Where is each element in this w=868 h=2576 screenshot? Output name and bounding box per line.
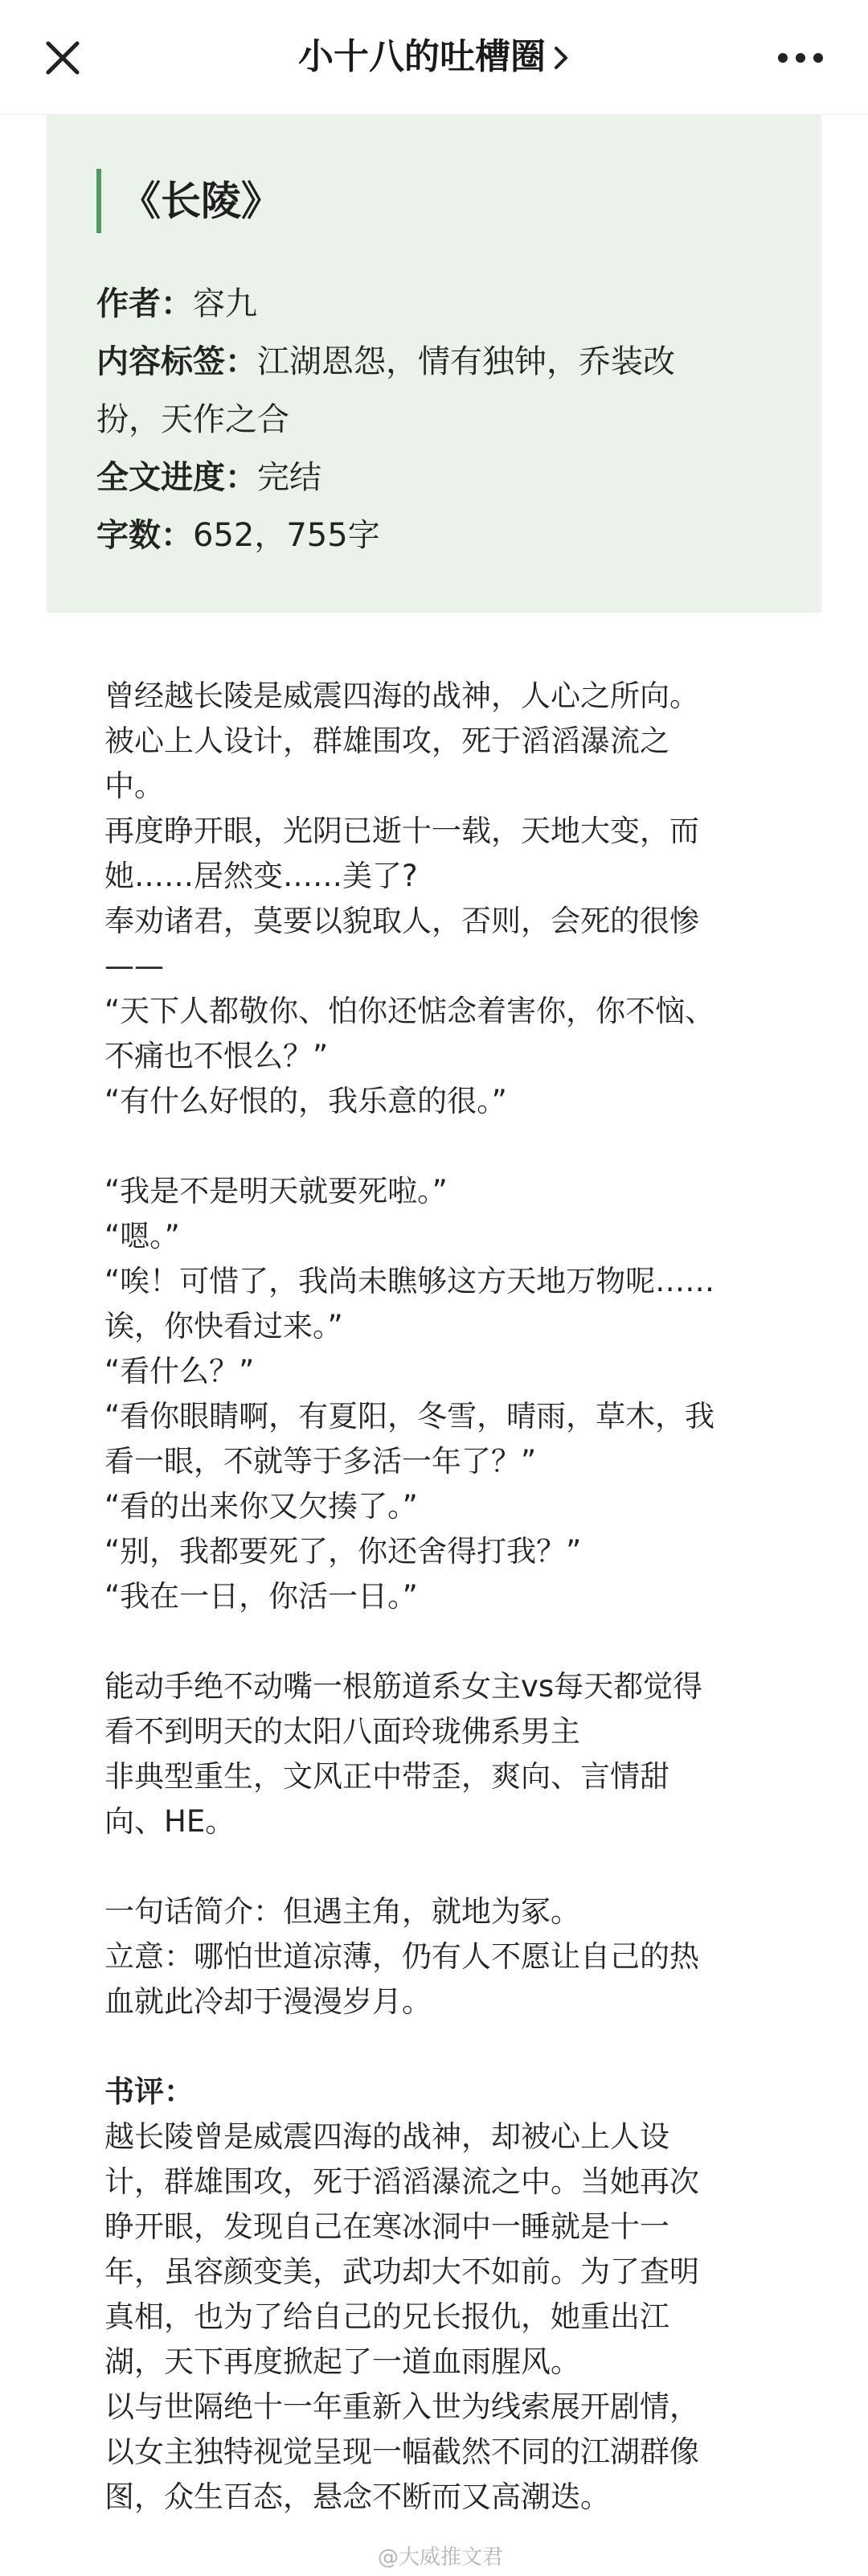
- page-title: 小十八的吐槽圈: [298, 36, 546, 77]
- article-line: 计，群雄围攻，死于滔滔瀑流之中。当她再次: [104, 2164, 699, 2199]
- article-line: 不痛也不恨么？”: [104, 1039, 329, 1073]
- article-line: 能动手绝不动嘴一根筋道系女主vs每天都觉得: [104, 1669, 703, 1704]
- article-line: “有什么好恨的，我乐意的很。”: [104, 1084, 507, 1118]
- article-line: 看不到明天的太阳八面玲珑佛系男主: [104, 1714, 580, 1749]
- tags-label: 内容标签：: [96, 343, 257, 380]
- article-line: 书评：: [104, 2074, 194, 2109]
- article-line: 曾经越长陵是威震四海的战神，人心之所向。: [104, 679, 699, 713]
- progress-row: [96, 449, 788, 507]
- word-count-label: 字数：: [96, 517, 193, 554]
- author-row: [96, 275, 788, 333]
- article-line: 她……居然变……美了?: [104, 859, 418, 893]
- article-line: 再度睁开眼，光阴已逝十一载，天地大变，而: [104, 814, 699, 848]
- article-line: 图，众生百态，悬念不断而又高潮迭。: [104, 2480, 610, 2514]
- article-line: ——: [104, 949, 164, 983]
- article-line: “嗯。”: [104, 1219, 180, 1253]
- article-line: 诶，你快看过来。”: [104, 1309, 343, 1343]
- more-options-button[interactable]: [772, 39, 829, 77]
- book-title: 《长陵》: [96, 169, 281, 233]
- paragraph-gap: [104, 2024, 772, 2069]
- tags-row: [96, 333, 788, 391]
- article-line: 以女主独特视觉呈现一幅截然不同的江湖群像: [104, 2434, 699, 2469]
- article-line: 血就此冷却于漫漫岁月。: [104, 1984, 432, 2019]
- article-line: “唉！可惜了，我尚未瞧够这方天地万物呢……: [104, 1264, 715, 1298]
- progress-value: 完结: [257, 459, 321, 496]
- paragraph-gap: [104, 1844, 772, 1889]
- article-line: 年，虽容颜变美，武功却大不如前。为了查明: [104, 2254, 699, 2289]
- article-line: “天下人都敬你、怕你还惦念着害你，你不恼、: [104, 994, 715, 1028]
- article-line: “我在一日，你活一日。”: [104, 1579, 418, 1614]
- article-line: 被心上人设计，群雄围攻，死于滔滔瀑流之: [104, 724, 669, 758]
- article-line: “看什么？”: [104, 1354, 255, 1388]
- watermark: @大威推文君: [378, 2545, 504, 2570]
- article-body: [104, 674, 772, 2520]
- paragraph-gap: [104, 1619, 772, 1664]
- paragraph-gap: [104, 1124, 772, 1169]
- progress-label: 全文进度：: [96, 459, 257, 496]
- article-line: “看你眼睛啊，有夏阳，冬雪，晴雨，草木，我: [104, 1399, 715, 1434]
- article-line: 睁开眼，发现自己在寒冰洞中一睡就是十一: [104, 2209, 669, 2244]
- tags-row-continued: 扮，天作之合: [96, 401, 289, 438]
- article-line: 向、HE。: [104, 1804, 235, 1839]
- article-line: 越长陵曾是威震四海的战神，却被心上人设: [104, 2119, 669, 2154]
- author-label: 作者：: [96, 285, 193, 322]
- article-line: 非典型重生，文风正中带歪，爽向、言情甜: [104, 1759, 669, 1794]
- chevron-right-icon: [552, 35, 570, 85]
- article-line: 以与世隔绝十一年重新入世为线索展开剧情，: [104, 2389, 699, 2424]
- article-line: “看的出来你又欠揍了。”: [104, 1489, 418, 1524]
- word-count-row: [96, 507, 788, 564]
- book-info-card: [47, 114, 821, 613]
- book-info-lines: [96, 275, 788, 564]
- page-title-button[interactable]: [0, 32, 868, 85]
- author-value: 容九: [193, 285, 257, 322]
- tags-value: 江湖恩怨，情有独钟，乔装改: [257, 343, 675, 380]
- more-dots-icon[interactable]: [772, 39, 829, 77]
- article-line: 中。: [104, 769, 164, 803]
- article-line: 立意：哪怕世道凉薄，仍有人不愿让自己的热: [104, 1939, 699, 1974]
- article-line: 湖，天下再度掀起了一道血雨腥风。: [104, 2344, 580, 2379]
- article-line: 看一眼，不就等于多活一年了？”: [104, 1444, 537, 1479]
- top-navigation-bar: [0, 0, 868, 115]
- article-line: “我是不是明天就要死啦。”: [104, 1174, 448, 1208]
- article-line: 真相，也为了给自己的兄长报仇，她重出江: [104, 2299, 669, 2334]
- article-line: 奉劝诸君，莫要以貌取人，否则，会死的很惨: [104, 904, 699, 938]
- article-line: 一句话简介：但遇主角，就地为冢。: [104, 1894, 580, 1929]
- article-line: “别，我都要死了，你还舍得打我？”: [104, 1534, 582, 1569]
- word-count-value: 652，755字: [193, 517, 380, 554]
